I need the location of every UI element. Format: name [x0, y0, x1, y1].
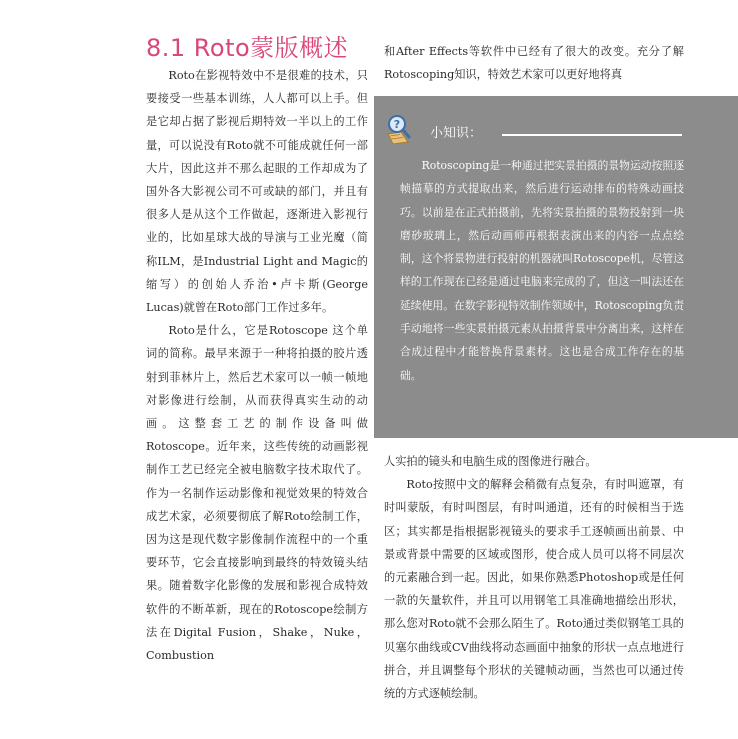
section-heading: 8.1 Roto蒙版概述: [146, 34, 349, 62]
right-column-top: [384, 40, 684, 86]
tip-box: [374, 96, 738, 438]
tip-title: 小知识：: [430, 126, 483, 141]
right-bottom-continuation: 人实拍的镜头和电脑生成的图像进行融合。: [384, 455, 597, 468]
svg-text:?: ?: [393, 118, 401, 131]
tip-title-divider: [502, 134, 682, 136]
left-paragraph-1: Roto在影视特效中不是很难的技术，只要接受一些基本训练，人人都可以上手。但是它却占据了影视后期特效一半以上的工作量，可以说没有Roto就不可能成就任何一部大片，因此这并不那么起眼的工作却成为了国外各大影视公司不可或缺的部门，并且有很多人是从这个工作做起，逐渐进入影视行业的，比如星球大战的导演与工业光魔（简称ILM，是Industrial Light and Magic的缩写）的创始人乔治•卢卡斯(George Lucas)就曾在Roto部门工作过多年。: [146, 69, 368, 315]
right-bottom-paragraph: Roto按照中文的解释会稍微有点复杂，有时叫遮罩，有时叫蒙版，有时叫图层，有时叫通道，还有的时候相当于选区；其实都是指根据影视镜头的要求手工逐帧画出前景、中景或背景中需要的区域或图形，使合成人员可以将不同层次的元素融合到一起。因此，如果你熟悉Photoshop或是任何一款的矢量软件，并且可以用钢笔工具准确地描绘出形状，那么您对Roto就不会那么陌生了。Roto通过类似钢笔工具的贝塞尔曲线或CV曲线将动态画面中抽象的形状一点点地进行拼合，并且调整每个形状的关键帧动画，当然也可以通过传统的方式逐帧绘制。: [384, 478, 684, 701]
right-column-bottom: [384, 450, 684, 705]
magnifier-question-icon: [384, 112, 414, 146]
right-top-paragraph: 和After Effects等软件中已经有了很大的改变。充分了解Rotoscoping知识，特效艺术家可以更好地将真: [384, 45, 684, 82]
tip-paragraph: Rotoscoping是一种通过把实景拍摄的景物运动按照逐帧描摹的方式提取出来，然后进行运动排布的特殊动画技巧。以前是在正式拍摄前，先将实景拍摄的景物投射到一块磨砂玻璃上，然后动画师再根据表演出来的内容一点点绘制，这个将景物进行投射的机器就叫Rotoscope机，尽管这样的工作现在已经是通过电脑来完成的了，但这一叫法还在延续使用。在数字影视特效制作领域中，Rotoscoping负责手动地将一些实景拍摄元素从拍摄背景中分离出来，这样在合成过程中才能替换背景素材。这也是合成工作存在的基础。: [400, 159, 684, 382]
left-paragraph-2: Roto是什么，它是Rotoscope 这个单词的简称。最早来源于一种将拍摄的胶片透射到菲林片上，然后艺术家可以一帧一帧地对影像进行绘制，从而获得真实生动的动画。这整套工艺的制作设备叫做Rotoscope。近年来，这些传统的动画影视制作工艺已经完全被电脑数字技术取代了。作为一名制作运动影像和视觉效果的特效合成艺术家，必须要彻底了解Roto绘制工作，因为这是现代数字影像制作流程中的一个重要环节，它会直接影响到最终的特效镜头结果。随着数字化影像的发展和影视合成特效软件的不断革新，现在的Rotoscope绘制方法在Digital Fusion，Shake，Nuke，Combustion: [146, 324, 368, 663]
left-column: [146, 64, 368, 667]
tip-body: [400, 154, 684, 387]
